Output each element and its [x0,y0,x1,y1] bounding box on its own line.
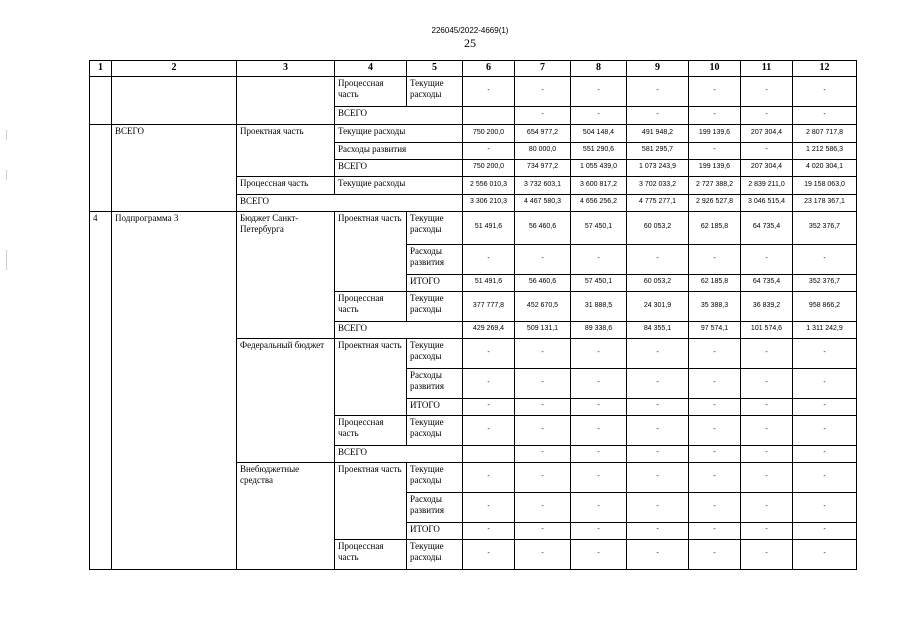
value-cell [463,106,515,124]
value-cell: - [463,368,515,398]
value-cell: - [515,445,571,462]
value-cell: - [515,338,571,368]
value-cell: - [627,539,689,569]
value-cell: 2 839 211,0 [741,176,793,194]
value-cell: 56 460,6 [515,211,571,244]
funding-part-cell: Процессная часть [237,176,335,194]
value-cell: 199 139,6 [689,159,741,176]
subtotal-label-cell: ИТОГО [407,274,463,291]
funding-source-cell: Бюджет Санкт-Петербурга [237,211,335,338]
value-cell: 491 948,2 [627,124,689,142]
value-cell: - [689,492,741,522]
part-cell: Проектная часть [335,211,407,291]
value-cell: - [689,462,741,492]
value-cell: 23 178 367,1 [793,194,857,211]
value-cell: - [689,142,741,159]
value-cell: 36 839,2 [741,291,793,321]
value-cell: 84 355,1 [627,321,689,338]
value-cell: - [571,492,627,522]
value-cell: - [515,492,571,522]
value-cell: 3 600 817,2 [571,176,627,194]
value-cell: - [627,244,689,274]
value-cell: - [793,522,857,539]
value-cell: - [571,244,627,274]
value-cell: 2 727 388,2 [689,176,741,194]
expense-type-cell: Текущие расходы [335,176,463,194]
value-cell: 60 053,2 [627,274,689,291]
value-cell: - [515,368,571,398]
total-label-cell: ВСЕГО [335,106,463,124]
value-cell: - [515,106,571,124]
value-cell: - [793,492,857,522]
expense-type-cell: Текущие расходы [407,338,463,368]
value-cell: - [571,445,627,462]
value-cell: 4 775 277,1 [627,194,689,211]
value-cell: - [571,398,627,415]
value-cell: 3 306 210,3 [463,194,515,211]
expense-type-cell: Расходы развития [335,142,463,159]
value-cell: 35 388,3 [689,291,741,321]
value-cell: 62 185,8 [689,274,741,291]
value-cell: 734 977,2 [515,159,571,176]
value-cell: - [689,244,741,274]
value-cell: 51 491,6 [463,211,515,244]
value-cell: 504 148,4 [571,124,627,142]
value-cell: - [689,398,741,415]
value-cell: - [793,76,857,106]
value-cell: - [571,539,627,569]
expense-type-cell: Текущие расходы [407,462,463,492]
value-cell: - [741,398,793,415]
value-cell: - [741,142,793,159]
value-cell: 4 020 304,1 [793,159,857,176]
scan-mark [6,170,7,180]
value-cell: 1 311 242,9 [793,321,857,338]
value-cell: - [571,462,627,492]
value-cell: - [689,522,741,539]
value-cell: 57 450,1 [571,211,627,244]
value-cell: 3 046 515,4 [741,194,793,211]
value-cell: 3 732 603,1 [515,176,571,194]
value-cell: 654 977,2 [515,124,571,142]
value-cell: - [627,338,689,368]
budget-table [89,60,857,570]
total-label-cell: ВСЕГО [335,159,463,176]
value-cell: 64 735,4 [741,211,793,244]
col-header: 3 [237,61,335,77]
expense-type-cell: Текущие расходы [407,211,463,244]
value-cell: 31 888,5 [571,291,627,321]
value-cell: 551 290,6 [571,142,627,159]
value-cell: 581 295,7 [627,142,689,159]
value-cell: - [463,244,515,274]
value-cell: - [741,415,793,445]
expense-type-cell: Текущие расходы [407,415,463,445]
value-cell: - [741,338,793,368]
col-header: 1 [90,61,112,77]
value-cell: 199 139,6 [689,124,741,142]
value-cell: - [463,398,515,415]
value-cell: - [741,539,793,569]
total-label-cell: ВСЕГО [335,321,463,338]
part-cell: Проектная часть [335,338,407,415]
value-cell: 89 338,6 [571,321,627,338]
col-header: 10 [689,61,741,77]
value-cell: 51 491,6 [463,274,515,291]
expense-type-cell: Расходы развития [407,368,463,398]
funding-source-cell: Внебюджетные средства [237,462,335,569]
expense-type-cell: Текущие расходы [407,76,463,106]
value-cell: - [689,76,741,106]
value-cell: 4 467 580,3 [515,194,571,211]
expense-type-cell: Текущие расходы [407,539,463,569]
subtotal-label-cell: ИТОГО [407,398,463,415]
value-cell: 750 200,0 [463,124,515,142]
value-cell: - [793,106,857,124]
value-cell: - [627,462,689,492]
value-cell: - [463,492,515,522]
value-cell: 4 656 256,2 [571,194,627,211]
value-cell: 352 376,7 [793,274,857,291]
total-label-cell: ВСЕГО [237,194,463,211]
page-number: 25 [464,36,476,50]
value-cell: 60 053,2 [627,211,689,244]
table-row [90,211,857,244]
value-cell: 1 055 439,0 [571,159,627,176]
value-cell: - [741,445,793,462]
col-header: 2 [112,61,237,77]
value-cell: - [463,415,515,445]
col-header: 12 [793,61,857,77]
expense-type-cell: Расходы развития [407,492,463,522]
value-cell: - [689,445,741,462]
value-cell: - [463,522,515,539]
part-cell: Проектная часть [335,462,407,539]
total-label-cell: ВСЕГО [335,445,463,462]
value-cell: 207 304,4 [741,124,793,142]
value-cell: 57 450,1 [571,274,627,291]
value-cell: - [627,522,689,539]
value-cell: - [689,368,741,398]
value-cell: - [741,522,793,539]
col-header: 8 [571,61,627,77]
value-cell: 1 212 586,3 [793,142,857,159]
value-cell: - [627,445,689,462]
header-row [90,61,857,77]
value-cell: - [571,106,627,124]
value-cell: - [515,76,571,106]
part-cell: Процессная часть [335,539,407,569]
value-cell: 3 702 033,2 [627,176,689,194]
table-row [90,124,857,142]
value-cell: - [627,106,689,124]
col-header: 5 [407,61,463,77]
expense-type-cell: Текущие расходы [335,124,463,142]
value-cell [463,445,515,462]
value-cell: - [689,338,741,368]
value-cell: 2 807 717,8 [793,124,857,142]
row-number-cell: 4 [90,211,112,569]
scan-mark [6,250,7,270]
value-cell: - [627,492,689,522]
value-cell: - [741,76,793,106]
value-cell: 56 460,6 [515,274,571,291]
expense-type-cell: Текущие расходы [407,291,463,321]
document-id: 226045/2022-4669(1) [431,26,509,35]
value-cell: - [515,398,571,415]
value-cell: - [463,539,515,569]
value-cell: - [689,415,741,445]
value-cell: - [515,522,571,539]
value-cell: - [689,106,741,124]
item-name-cell: Подпрограмма 3 [112,211,237,569]
value-cell: 64 735,4 [741,274,793,291]
value-cell: 24 301,9 [627,291,689,321]
value-cell: - [463,76,515,106]
value-cell: - [463,338,515,368]
col-header: 6 [463,61,515,77]
col-header: 4 [335,61,407,77]
value-cell: - [571,338,627,368]
value-cell: - [515,462,571,492]
value-cell: - [741,106,793,124]
value-cell: - [627,415,689,445]
value-cell: 19 158 063,0 [793,176,857,194]
value-cell: 207 304,4 [741,159,793,176]
value-cell: 2 926 527,8 [689,194,741,211]
value-cell: - [741,492,793,522]
value-cell: 429 269,4 [463,321,515,338]
funding-part-cell: Проектная часть [237,124,335,176]
value-cell: 62 185,8 [689,211,741,244]
value-cell: 377 777,8 [463,291,515,321]
value-cell: - [793,244,857,274]
value-cell: 750 200,0 [463,159,515,176]
value-cell: 1 073 243,9 [627,159,689,176]
value-cell: - [627,368,689,398]
value-cell: - [793,398,857,415]
funding-source-cell: Федеральный бюджет [237,338,335,462]
value-cell: 101 574,6 [741,321,793,338]
value-cell: 97 574,1 [689,321,741,338]
value-cell: - [463,462,515,492]
part-cell: Процессная часть [335,291,407,321]
value-cell: 352 376,7 [793,211,857,244]
col-header: 9 [627,61,689,77]
value-cell: - [515,244,571,274]
part-cell: Процессная часть [335,415,407,445]
value-cell: - [793,445,857,462]
value-cell: - [793,462,857,492]
scan-mark [6,130,7,140]
item-name-cell: ВСЕГО [112,124,237,211]
subtotal-label-cell: ИТОГО [407,522,463,539]
col-header: 11 [741,61,793,77]
col-header: 7 [515,61,571,77]
value-cell: - [793,539,857,569]
part-cell: Процессная часть [335,76,407,106]
expense-type-cell: Расходы развития [407,244,463,274]
value-cell: - [741,368,793,398]
value-cell: - [463,142,515,159]
value-cell: - [741,462,793,492]
value-cell: - [571,415,627,445]
table-row [90,76,857,106]
value-cell: - [627,398,689,415]
value-cell: - [571,368,627,398]
value-cell: - [571,522,627,539]
value-cell: - [793,415,857,445]
value-cell: - [793,338,857,368]
value-cell: 509 131,1 [515,321,571,338]
value-cell: 958 866,2 [793,291,857,321]
value-cell: 452 670,5 [515,291,571,321]
value-cell: - [627,76,689,106]
value-cell: - [689,539,741,569]
value-cell: 2 556 010,3 [463,176,515,194]
value-cell: 80 000,0 [515,142,571,159]
value-cell: - [741,244,793,274]
value-cell: - [793,368,857,398]
value-cell: - [515,539,571,569]
value-cell: - [571,76,627,106]
value-cell: - [515,415,571,445]
